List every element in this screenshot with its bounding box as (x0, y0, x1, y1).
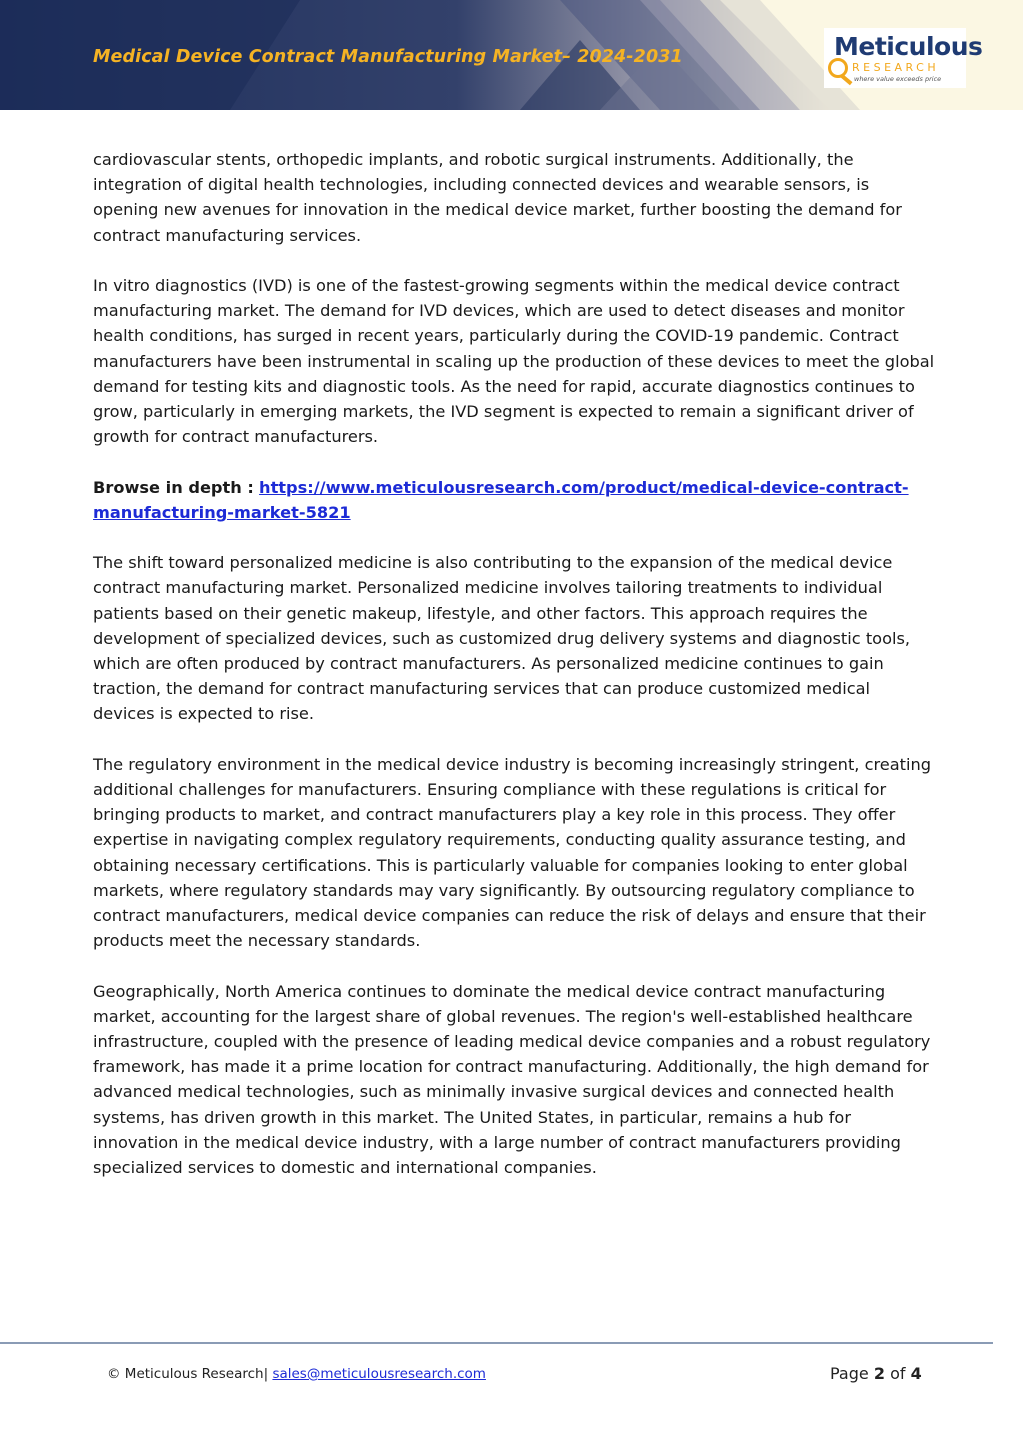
magnifier-handle (841, 74, 853, 85)
report-title: Medical Device Contract Manufacturing Market– 2024-2031 (93, 47, 683, 67)
logo-wordmark: Meticulous (834, 32, 983, 61)
page-word: Page (830, 1364, 869, 1383)
page-header (0, 0, 1023, 110)
browse-in-depth (93, 475, 935, 525)
document-body (93, 147, 935, 1205)
paragraph: The regulatory environment in the medical device industry is becoming increasingly stringent, creating additional challenges for manufacturers. Ensuring compliance with these regulations is critical for bringing products to market, and contract manufacturers play a key role in this process. They offer expertise in navigating complex regulatory requirements, conducting quality assurance testing, and obtaining necessary certifications. This is particularly valuable for companies looking to enter global markets, where regulatory standards may vary significantly. By outsourcing regulatory compliance to contract manufacturers, medical device companies can reduce the risk of delays and ensure that their products meet the necessary standards. (93, 754, 932, 951)
page-of: of (890, 1364, 906, 1383)
browse-label: Browse in depth : (93, 477, 254, 497)
paragraph: Geographically, North America continues to dominate the medical device contract manufacturing market, accounting for the largest share of global revenues. The region's well-established healthcare infrastructure, coupled with the presence of leading medical device companies and a robust regulatory framework, has made it a prime location for contract manufacturing. Additionally, the high demand for advanced medical technologies, such as minimally invasive surgical devices and connected health systems, has driven growth in this market. The United States, in particular, remains a hub for innovation in the medical device industry, with a large number of contract manufacturers providing specialized services to domestic and international companies. (93, 981, 931, 1178)
report-link[interactable]: https://www.meticulousresearch.com/product/medical-device-contract-manufacturing-market-5821 (93, 477, 909, 522)
page-total: 4 (910, 1364, 922, 1383)
meticulous-research-logo (824, 28, 983, 88)
footer-divider (0, 1342, 993, 1344)
page-number (830, 1364, 922, 1383)
paragraph: cardiovascular stents, orthopedic implants, and robotic surgical instruments. Additionally, the integration of digital health technologies, including connected devices and wearable sensors, is opening new avenues for innovation in the medical device market, further boosting the demand for contract manufacturing services. (93, 150, 902, 245)
logo-subtitle: RESEARCH (852, 61, 940, 74)
page-current: 2 (873, 1364, 885, 1383)
footer-copyright (107, 1366, 486, 1382)
logo-tagline: where value exceeds price (854, 75, 942, 83)
paragraph: In vitro diagnostics (IVD) is one of the fastest-growing segments within the medical device contract manufacturing market. The demand for IVD devices, which are used to detect diseases and monitor health conditions, has surged in recent years, particularly during the COVID-19 pandemic. Contract manufacturers have been instrumental in scaling up the production of these devices to meet the global demand for testing kits and diagnostic tools. As the need for rapid, accurate diagnostics continues to grow, particularly in emerging markets, the IVD segment is expected to remain a significant driver of growth for contract manufacturers. (93, 276, 935, 447)
email-link[interactable]: sales@meticulousresearch.com (272, 1366, 486, 1382)
paragraph: The shift toward personalized medicine is also contributing to the expansion of the medical device contract manufacturing market. Personalized medicine involves tailoring treatments to individual patients based on their genetic makeup, lifestyle, and other factors. This approach requires the development of specialized devices, such as customized drug delivery systems and diagnostic tools, which are often produced by contract manufacturers. As personalized medicine continues to gain traction, the demand for contract manufacturing services that can produce customized medical devices is expected to rise. (93, 553, 911, 724)
copyright-text: © Meticulous Research| (107, 1366, 269, 1382)
